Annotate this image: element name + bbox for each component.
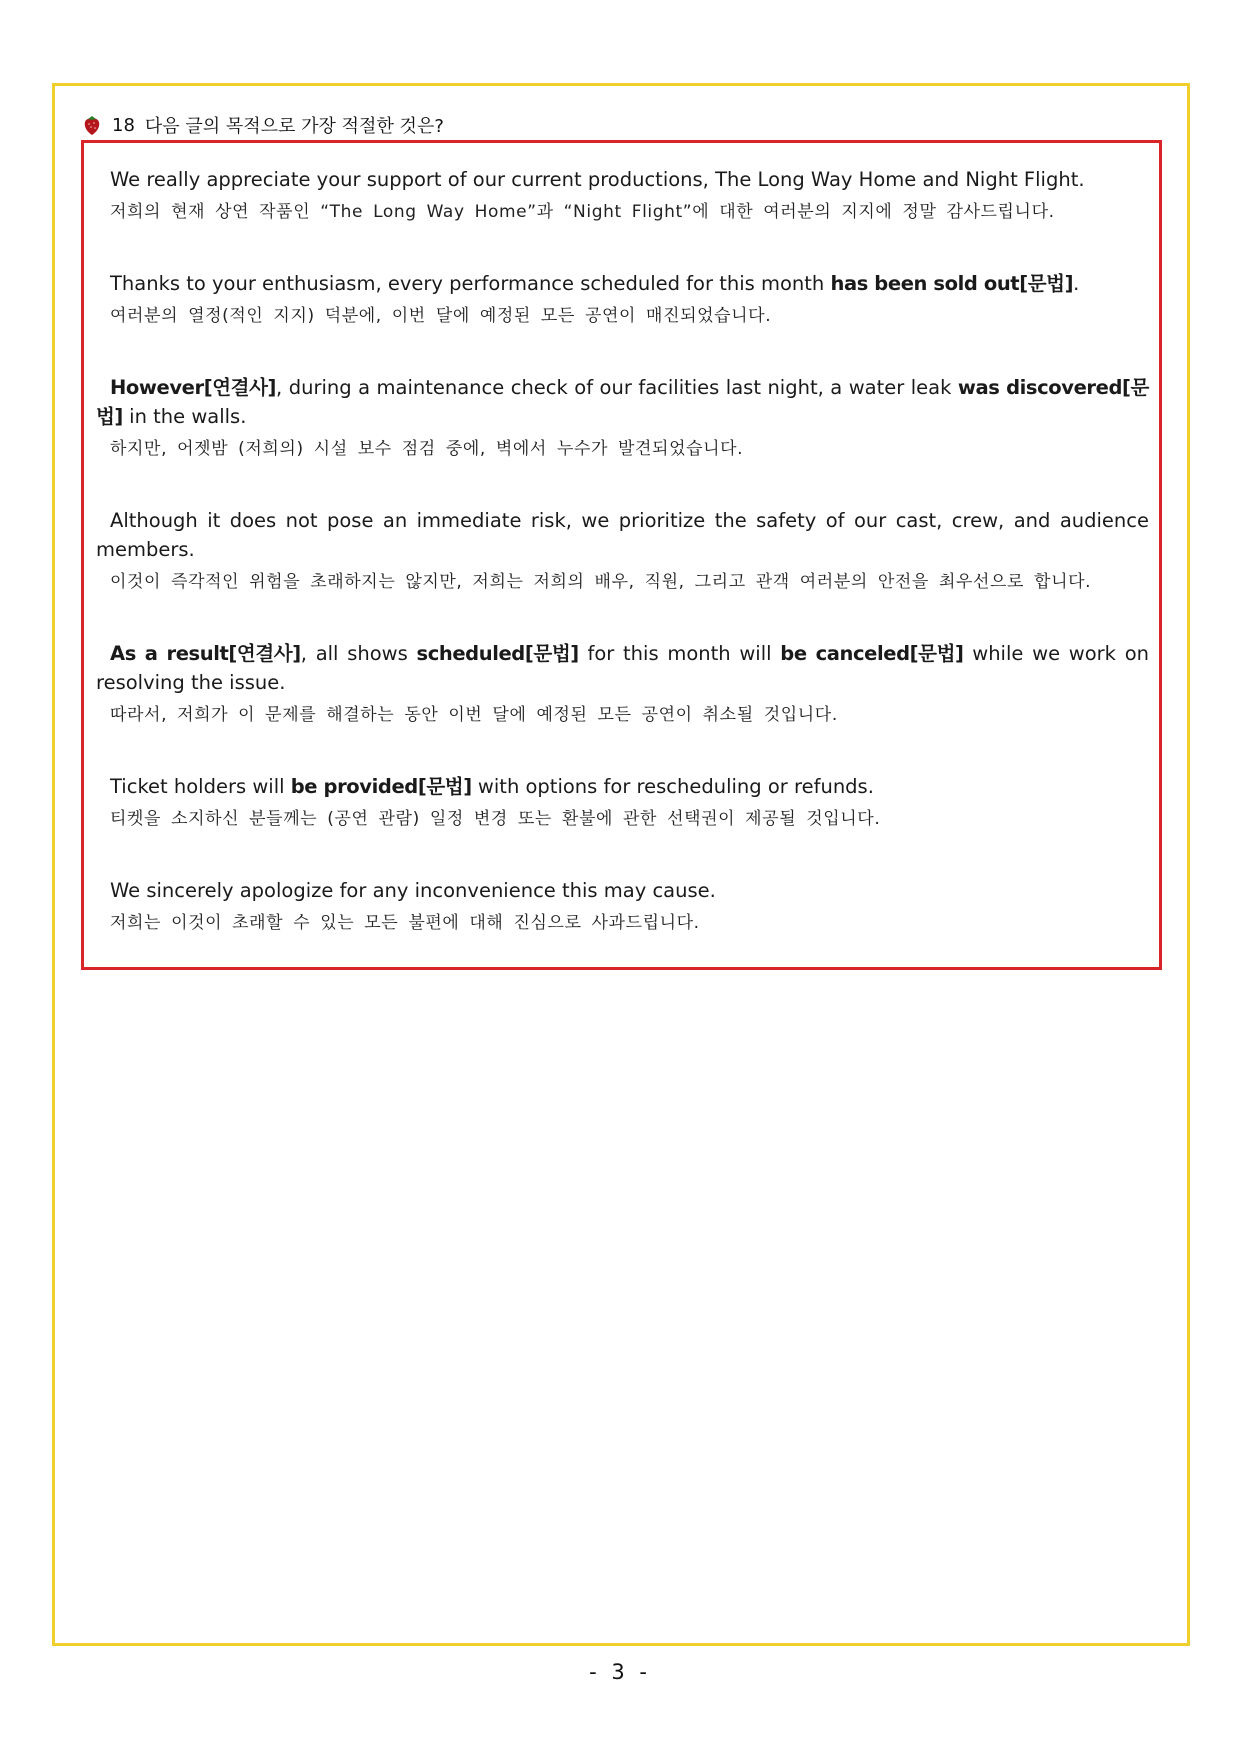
highlighted-grammar-point: scheduled[문법] bbox=[416, 642, 579, 665]
passage-paragraph bbox=[96, 373, 1149, 462]
question-prompt: 다음 글의 목적으로 가장 적절한 것은? bbox=[144, 116, 444, 137]
english-sentence bbox=[96, 506, 1149, 564]
korean-translation: 여러분의 열정(적인 지지) 덕분에, 이번 달에 예정된 모든 공연이 매진되었습니다. bbox=[110, 306, 772, 326]
english-sentence bbox=[96, 772, 1149, 801]
highlighted-grammar-point: be provided[문법] bbox=[290, 775, 472, 798]
page-number: - 3 - bbox=[589, 1660, 651, 1684]
passage-paragraph bbox=[96, 506, 1149, 595]
sentence-text: , during a maintenance check of our facilities last night, a water leak bbox=[276, 376, 958, 399]
sentence-text: , all shows bbox=[300, 642, 417, 665]
korean-translation: 저희의 현재 상연 작품인 “The Long Way Home”과 “Night Flight”에 대한 여러분의 지지에 정말 감사드립니다. bbox=[110, 202, 1055, 222]
english-sentence bbox=[96, 269, 1149, 298]
passage-paragraph bbox=[96, 772, 1149, 832]
sentence-text: We really appreciate your support of our current productions, The Long Way Home and Night Flight. bbox=[110, 168, 1085, 191]
sentence-text: Ticket holders will bbox=[110, 775, 291, 798]
korean-translation: 따라서, 저희가 이 문제를 해결하는 동안 이번 달에 예정된 모든 공연이 취소될 것입니다. bbox=[110, 705, 838, 725]
sentence-text: for this month will bbox=[578, 642, 781, 665]
english-sentence bbox=[96, 373, 1149, 431]
question-number: 18 bbox=[112, 114, 135, 136]
sentence-text: while we work on resolving the issue. bbox=[96, 642, 1149, 694]
english-sentence bbox=[96, 639, 1149, 697]
sentence-text: . bbox=[1073, 272, 1080, 295]
passage-paragraph bbox=[96, 269, 1149, 329]
korean-translation: 티켓을 소지하신 분들께는 (공연 관람) 일정 변경 또는 환불에 관한 선택권이 제공될 것입니다. bbox=[110, 809, 881, 829]
highlighted-grammar-point: As a result[연결사] bbox=[110, 642, 301, 665]
korean-translation: 이것이 즉각적인 위험을 초래하지는 않지만, 저희는 저희의 배우, 직원, 그리고 관객 여러분의 안전을 최우선으로 합니다. bbox=[110, 572, 1092, 592]
highlighted-grammar-point: was discovered[문법] bbox=[96, 376, 1149, 428]
sentence-text: We sincerely apologize for any inconvenience this may cause. bbox=[110, 879, 716, 902]
highlighted-grammar-point: has been sold out[문법] bbox=[830, 272, 1074, 295]
question-header bbox=[82, 111, 444, 139]
passage-paragraph bbox=[96, 876, 1149, 936]
sentence-text: in the walls. bbox=[122, 405, 247, 428]
highlighted-grammar-point: be canceled[문법] bbox=[780, 642, 964, 665]
strawberry-icon bbox=[82, 114, 102, 136]
sentence-text: with options for rescheduling or refunds. bbox=[471, 775, 874, 798]
sentence-text: Although it does not pose an immediate risk, we prioritize the safety of our cast, crew, and audience members. bbox=[96, 509, 1149, 561]
passage-box bbox=[81, 140, 1162, 970]
english-sentence bbox=[96, 165, 1149, 194]
english-sentence bbox=[96, 876, 1149, 905]
korean-translation: 하지만, 어젯밤 (저희의) 시설 보수 점검 중에, 벽에서 누수가 발견되었습니다. bbox=[110, 439, 744, 459]
passage-paragraph bbox=[96, 165, 1149, 225]
korean-translation: 저희는 이것이 초래할 수 있는 모든 불편에 대해 진심으로 사과드립니다. bbox=[110, 913, 700, 933]
highlighted-grammar-point: However[연결사] bbox=[110, 376, 277, 399]
passage-paragraph bbox=[96, 639, 1149, 728]
sentence-text: Thanks to your enthusiasm, every performance scheduled for this month bbox=[110, 272, 831, 295]
